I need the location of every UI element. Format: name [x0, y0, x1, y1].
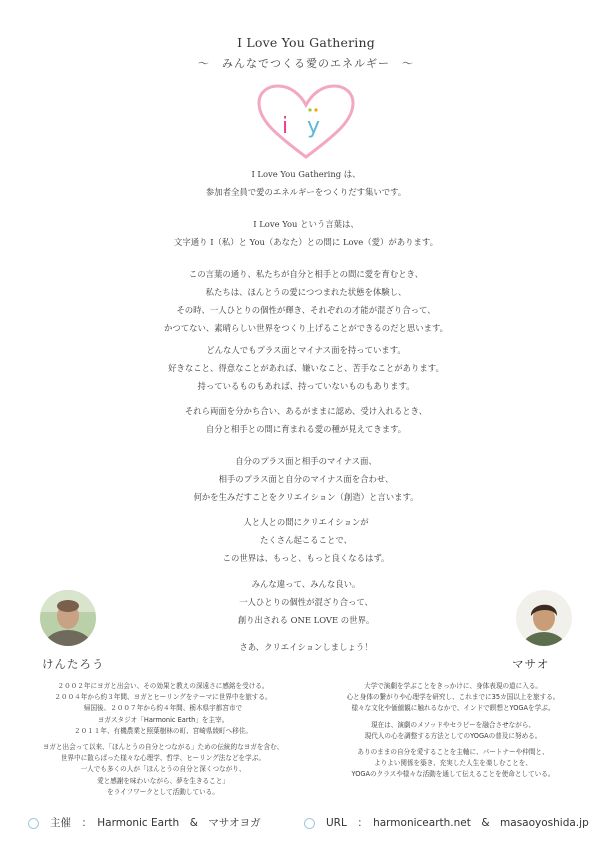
page-subtitle: 〜 みんなでつくる愛のエネルギー 〜 [198, 57, 414, 70]
one-love-paragraph: みんな違って、みんな良い。 一人ひとりの個性が混ざり合って、 創り出される ONE LOVE の世界。 [237, 579, 375, 625]
profile-name-left: けんたろう [42, 657, 105, 671]
avatar-kentaro [40, 590, 96, 646]
world-paragraph: 人と人との間にクリエイションが たくさん起こることで、 この世界は、もっと、もっと良くなるはず。 [222, 517, 390, 563]
heart-logo [255, 83, 357, 161]
acceptance-paragraph: それら両面を分かち合い、あるがままに認め、受け入れるとき、 自分と相手との間に育まれる愛の種が見えてきます。 [184, 406, 428, 434]
love-paragraph: この言葉の通り、私たちが自分と相手との間に愛を育むとき、 私たちは、ほんとうの愛につつまれた状態を体験し、 その時、一人ひとりの個性が輝き、それぞれの才能が混ざり合って、 かつてない、素晴らしい世界をつくり上げることができるのだと思います。 [163, 269, 449, 333]
page-title: I Love You Gathering [237, 35, 375, 50]
circle-bullet-icon [304, 818, 315, 829]
logo-dot [308, 108, 311, 111]
profile-name-right: マサオ [512, 657, 550, 671]
logo-letter-y: y [307, 114, 321, 139]
creation-paragraph: 自分のプラス面と相手のマイナス面、 相手のプラス面と自分のマイナス面を合わせ、 何かを生みだすことをクリエイション（創造）と言います。 [193, 456, 419, 502]
url-info[interactable]: URL ： harmonicearth.net & masaoyoshida.jp [326, 817, 589, 829]
closing-line: さあ、クリエイションしましょう！ [239, 642, 373, 652]
circle-bullet-icon [28, 818, 39, 829]
logo-dot [314, 108, 317, 111]
plus-minus-paragraph: どんな人でもプラス面とマイナス面を持っています。 好きなこと、得意なことがあれば、嫌いなこと、苦手なことがあります。 持っているものもあれば、持っていないものもあります。 [168, 345, 444, 391]
intro-paragraph: I Love You Gathering は、 参加者全員で愛のエネルギーをつくりだす集いです。 [205, 169, 407, 197]
logo-letter-i: i [282, 114, 289, 139]
heart-outline-icon [259, 86, 353, 157]
footer [0, 814, 612, 834]
organizer-info: 主催 ： Harmonic Earth & マサオヨガ [50, 817, 261, 829]
profile-bio-left: ２００２年にヨガと出会い、その効果と教えの深遠さに感銘を受ける。 ２００４年から約３年間、ヨガとヒーリングをテーマに世界中を旅する。 帰国後、２００７年から約４年間、栃木県宇都宮市で ヨガスタジオ「Harmonic Earth」を主宰。 ２０１１年、有機農業と照葉樹林の町、宮崎県綾町へ移住。 ヨガと出会って以来、「ほんとうの自分とつながる」ための伝統的なヨガを含む、 世界中に散らばった様々な心理学、哲学、ヒーリング法などを学ぶ。 一人でも多くの人が「ほんとうの自分と深くつながり、 愛と感謝を味わいながら、夢を生きること」 をライフワークとして活動している。 [42, 682, 284, 796]
profile-bio-right: 大学で演劇を学ぶことをきっかけに、身体表現の道に入る。 心と身体の繋がりや心理学を研究し、これまでに35カ国以上を旅する。 様々な文化や価値観に触れるなかで、インドで瞑想とYOGAを学ぶ。 現在は、演劇のメソッドやセラピーを融合させながら、 現代人の心を調整する方法としてのYOGAの普及に努める。 ありのままの自分を愛することを主軸に、パートナーや仲間と、 よりよい関係を築き、充実した人生を楽しむことを、 YOGAのクラスや様々な活動を通して伝えることを使命としている。 [346, 682, 560, 779]
avatar-masao [516, 590, 572, 646]
meaning-paragraph: I Love You という言葉は、 文字通り I（私）と You（あなた）との間に Love（愛）があります。 [174, 219, 438, 247]
